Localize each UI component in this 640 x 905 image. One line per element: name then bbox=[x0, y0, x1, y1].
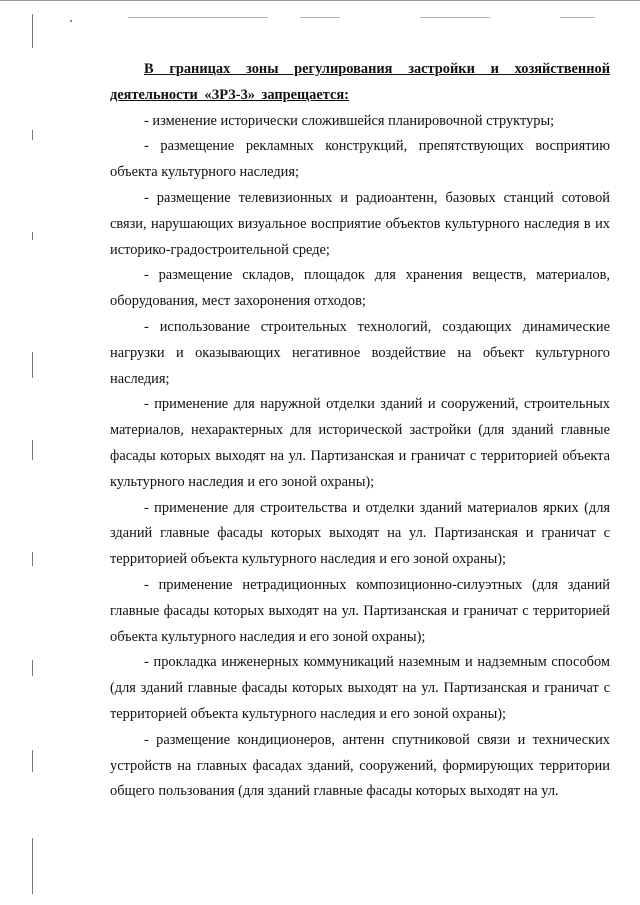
prohibition-item: - размещение складов, площадок для хранения веществ, материалов, оборудования, мест захоронения отходов; bbox=[110, 267, 610, 310]
prohibition-item: - прокладка инженерных коммуникаций наземным и надземным способом (для зданий главные фасады которых выходят на ул. Партизанская и граничат с территорией объекта культурного наследия и его зоной охраны); bbox=[110, 654, 610, 722]
scan-artifact-dash bbox=[300, 17, 340, 18]
prohibition-item: - размещение кондиционеров, антенн спутниковой связи и технических устройств на главных фасадах зданий, сооружений, формирующих территории общего пользования (для зданий главные фасады которых выходят на ул. bbox=[110, 731, 610, 800]
prohibition-item: - использование строительных технологий, создающих динамические нагрузки и оказывающих негативное воздействие на объект культурного наследия; bbox=[110, 318, 610, 387]
binding-margin-mark bbox=[32, 552, 33, 566]
prohibition-item: - применение нетрадиционных композиционно-силуэтных (для зданий главные фасады которых выходят на ул. Партизанская и граничат с территорией объекта культурного наследия и его зоной охраны); bbox=[110, 576, 610, 645]
document-body bbox=[110, 57, 610, 805]
section-heading: В границах зоны регулирования застройки и хозяйственной деятельности «ЗРЗ-3» запрещается: bbox=[110, 61, 610, 103]
scan-artifact-dash bbox=[128, 17, 268, 18]
binding-margin-mark bbox=[32, 14, 33, 48]
prohibition-item: - размещение рекламных конструкций, препятствующих восприятию объекта культурного наследия; bbox=[110, 138, 610, 181]
scan-artifact-dash bbox=[420, 17, 490, 18]
prohibition-item: - размещение телевизионных и радиоантенн, базовых станций сотовой связи, нарушающих визуальное восприятие объектов культурного наследия в их историко-градостроительной среде; bbox=[110, 189, 610, 258]
binding-margin-mark bbox=[32, 440, 33, 460]
prohibition-item: - изменение исторически сложившейся планировочной структуры; bbox=[144, 112, 555, 129]
binding-margin-mark bbox=[32, 130, 33, 140]
scan-artifact-dot bbox=[70, 20, 72, 22]
binding-margin-mark bbox=[32, 660, 33, 676]
binding-margin-mark bbox=[32, 232, 33, 240]
scan-artifact-dash bbox=[560, 17, 595, 18]
prohibition-item: - применение для строительства и отделки зданий материалов ярких (для зданий главные фасады которых выходят на ул. Партизанская и граничат с территорией объекта культурного наследия и его зоной охраны); bbox=[110, 499, 610, 568]
prohibition-item: - применение для наружной отделки зданий и сооружений, строительных материалов, нехарактерных для исторической застройки (для зданий главные фасады которых выходят на ул. Партизанская и граничат с территорией объекта культурного наследия и его зоной охраны); bbox=[110, 396, 610, 490]
binding-margin-mark bbox=[32, 352, 33, 378]
scan-edge-line bbox=[0, 0, 640, 1]
binding-margin-mark bbox=[32, 750, 33, 772]
binding-margin-mark bbox=[32, 838, 33, 894]
